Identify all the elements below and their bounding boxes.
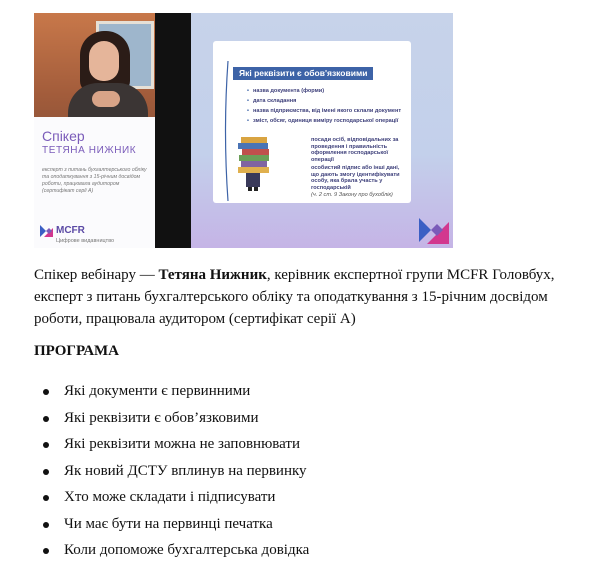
speaker-name: ТЕТЯНА НИЖНИК — [42, 145, 137, 156]
presentation-slide — [191, 13, 453, 248]
brand-name: MCFR — [56, 225, 85, 236]
speaker-card — [34, 117, 155, 248]
program-heading: ПРОГРАМА — [34, 343, 120, 359]
slide-subitem: особистий підпис або інші дані, що дають змогу ідентифікувати особу, яка брала участь у господарській — [311, 165, 400, 191]
speaker-kicker: Спікер — [42, 128, 85, 144]
program-list — [34, 378, 574, 564]
slide-item: • зміст, обсяг, одиниця виміру господарської операції — [253, 118, 403, 125]
program-item: Коли допоможе бухгалтерська довідка — [34, 537, 574, 564]
slide-subitem: посади осіб, відповідальних за проведення і правильність оформлення господарської операції — [311, 137, 399, 163]
program-item: Як новий ДСТУ вплинув на первинку — [34, 458, 574, 485]
intro-speaker-name: Тетяна Нижник — [158, 267, 267, 283]
webinar-video-still — [34, 13, 453, 248]
speaker-intro — [34, 264, 584, 330]
mcfr-corner-logo-icon — [419, 218, 449, 244]
brand-subtitle: Цифрове видавництво — [56, 238, 115, 244]
mcfr-logo-icon — [40, 225, 53, 238]
slide-title: Які реквізити є обов'язковими — [233, 67, 373, 80]
slide-law-reference: (ч. 2 ст. 9 Закону про бухоблік) — [311, 192, 393, 198]
slide-item: • назва підприємства, від імені якого склали документ — [253, 108, 401, 115]
decorative-swoosh-icon — [223, 61, 229, 201]
program-item: Хто може складати і підписувати — [34, 484, 574, 511]
intro-text: , керівник експертної групи MCFR Головбух, експерт з питань бухгалтерського обліку та оподаткування з 15-річним досвідом роботи, працювала аудитором (сертифікат серії А) — [34, 267, 555, 327]
program-item: Які реквізити можна не заповнювати — [34, 431, 574, 458]
slide-item: • назва документа (форми) — [253, 88, 324, 95]
speaker-description: експерт з питань бухгалтерського обліку та оподаткування з 15-річним досвідом роботи, працювала аудитором (сертифікат серії А) — [42, 167, 147, 194]
slide-item: • дата складання — [253, 98, 296, 105]
program-item: Які документи є первинними — [34, 378, 574, 405]
books-stack-icon — [235, 133, 273, 191]
program-item: Чи має бути на первинці печатка — [34, 511, 574, 538]
intro-prefix: Спікер вебінару — — [34, 267, 159, 283]
program-item: Які реквізити є обов’язковими — [34, 405, 574, 432]
